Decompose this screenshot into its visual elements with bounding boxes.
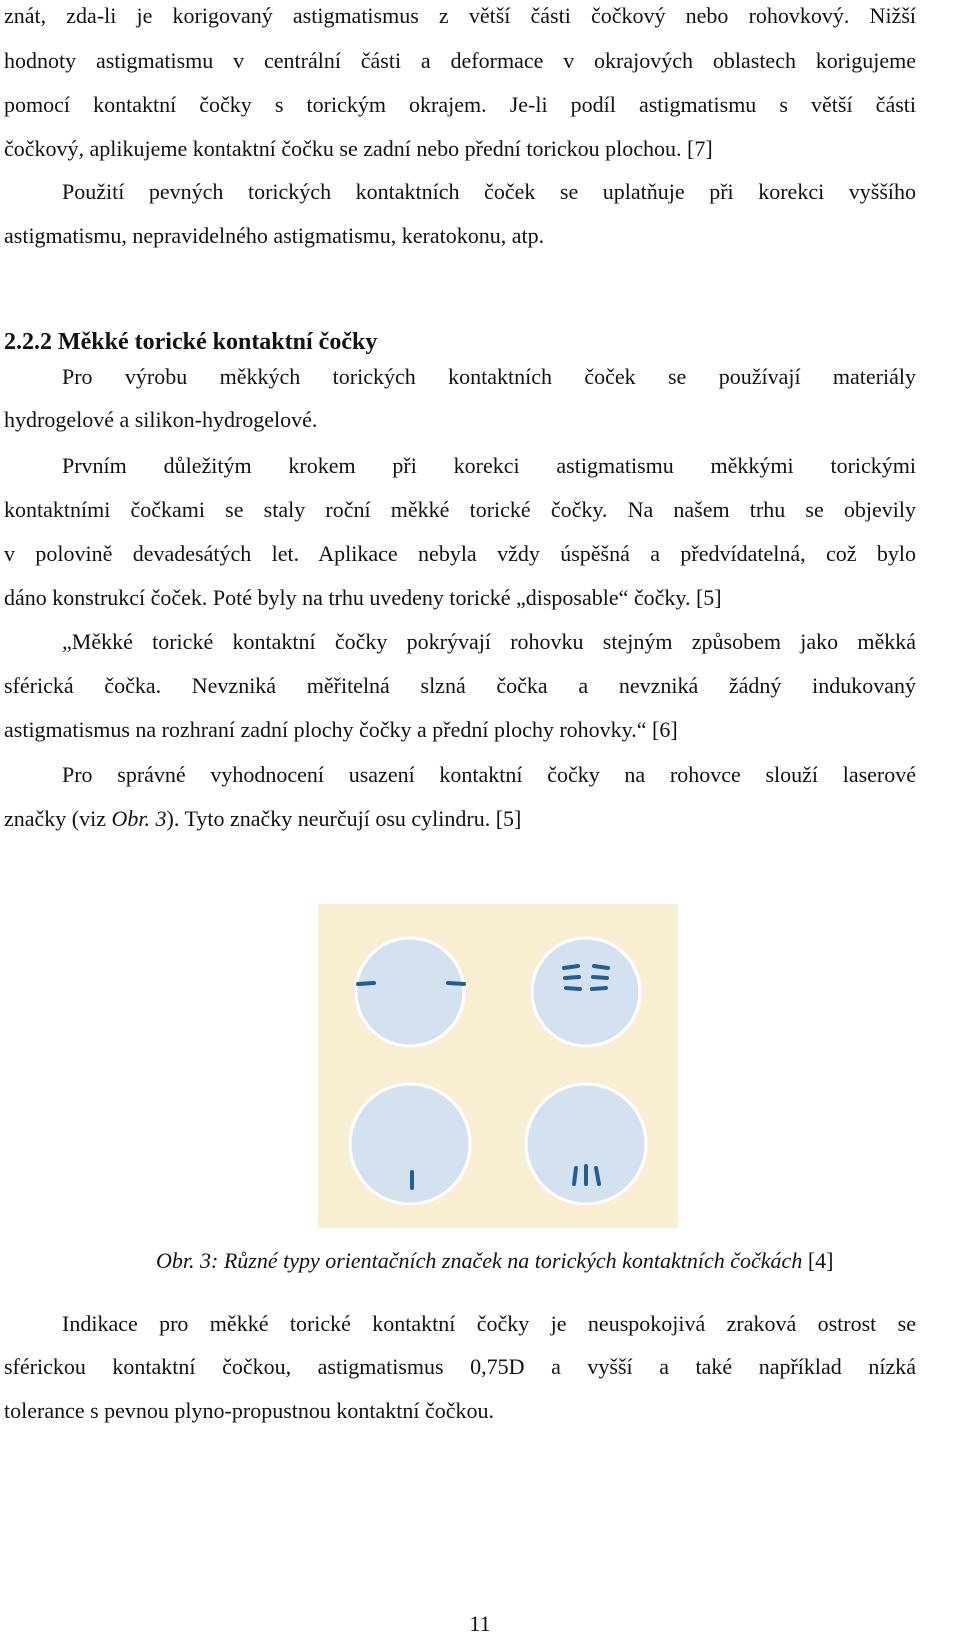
paragraph-4-line-4: dáno konstrukcí čoček. Poté byly na trhu uvedeny torické „disposable“ čočky. [5] xyxy=(4,585,722,610)
paragraph-6-text-before-ref: značky (viz xyxy=(4,806,112,831)
laser-mark xyxy=(574,1168,576,1184)
laser-mark xyxy=(564,966,578,968)
paragraph-3-line-1: Pro výrobu měkkých torických kontaktních čoček se používají materiály xyxy=(62,364,916,389)
paragraph-4-line-2: kontaktními čočkami se staly roční měkké torické čočky. Na našem trhu se objevily xyxy=(4,497,916,522)
caption-reference: [4] xyxy=(802,1248,834,1273)
laser-mark xyxy=(566,988,580,989)
laser-mark xyxy=(593,977,607,978)
paragraph-3-line-2: hydrogelové a silikon-hydrogelové. xyxy=(4,407,318,432)
section-heading: 2.2.2 Měkké torické kontaktní čočky xyxy=(4,329,378,355)
paragraph-4-line-3: v polovině devadesátých let. Aplikace nebyla vždy úspěšná a předvídatelná, což bylo xyxy=(4,541,916,566)
paragraph-7-line-1: Indikace pro měkké torické kontaktní čočky je neuspokojivá zraková ostrost se xyxy=(62,1311,916,1336)
paragraph-7-line-2: sférickou kontaktní čočkou, astigmatismus 0,75D a vyšší a také například nízká xyxy=(4,1354,916,1379)
caption-text: Obr. 3: Různé typy orientačních značek na torických kontaktních čočkách xyxy=(156,1248,803,1273)
laser-mark xyxy=(592,988,606,989)
laser-mark xyxy=(358,983,374,984)
paragraph-6-line-2 xyxy=(4,805,916,833)
paragraph-2-line-1: Použití pevných torických kontaktních čoček se uplatňuje při korekci vyššího xyxy=(62,179,916,204)
page-number: 11 xyxy=(469,1611,491,1636)
figure-orientation-marks xyxy=(318,904,678,1228)
figure-illustration xyxy=(318,904,678,1228)
figure-reference: Obr. 3 xyxy=(111,806,167,831)
paragraph-5-line-3: astigmatismus na rozhraní zadní plochy čočky a přední plochy rohovky.“ [6] xyxy=(4,717,678,742)
paragraph-5-line-2: sférická čočka. Nevzniká měřitelná slzná čočka a nevzniká žádný indukovaný xyxy=(4,673,916,698)
paragraph-1-line-1: znát, zda-li je korigovaný astigmatismus z větší části čočkový nebo rohovkový. Nižší xyxy=(4,3,916,28)
paragraph-1-line-2: hodnoty astigmatismu v centrální části a deformace v okrajových oblastech korigujeme xyxy=(4,48,916,73)
paragraph-1-line-4: čočkový, aplikujeme kontaktní čočku se zadní nebo přední torickou plochou. [7] xyxy=(4,136,713,161)
laser-mark xyxy=(565,977,579,978)
lens-triple-horizontal-marks xyxy=(532,938,640,1046)
paragraph-4-line-1: Prvním důležitým krokem při korekci astigmatismu měkkými torickými xyxy=(62,453,916,478)
lens-horizontal-marks xyxy=(356,938,464,1046)
paragraph-5-line-1: „Měkké torické kontaktní čočky pokrývají rohovku stejným způsobem jako měkká xyxy=(62,629,916,654)
laser-mark xyxy=(448,983,464,984)
paragraph-6-text-after-ref: ). Tyto značky neurčují osu cylindru. [5] xyxy=(166,806,522,831)
paragraph-7-line-3: tolerance s pevnou plyno-propustnou kontaktní čočkou. xyxy=(4,1398,495,1423)
paragraph-6-line-1: Pro správné vyhodnocení usazení kontaktní čočky na rohovce slouží laserové xyxy=(62,762,916,787)
paragraph-2-line-2: astigmatismu, nepravidelného astigmatismu, keratokonu, atp. xyxy=(4,223,545,248)
figure-caption xyxy=(156,1246,833,1276)
laser-mark xyxy=(594,966,608,968)
paragraph-1-line-3: pomocí kontaktní čočky s torickým okrajem. Je-li podíl astigmatismu s větší části xyxy=(4,92,916,117)
